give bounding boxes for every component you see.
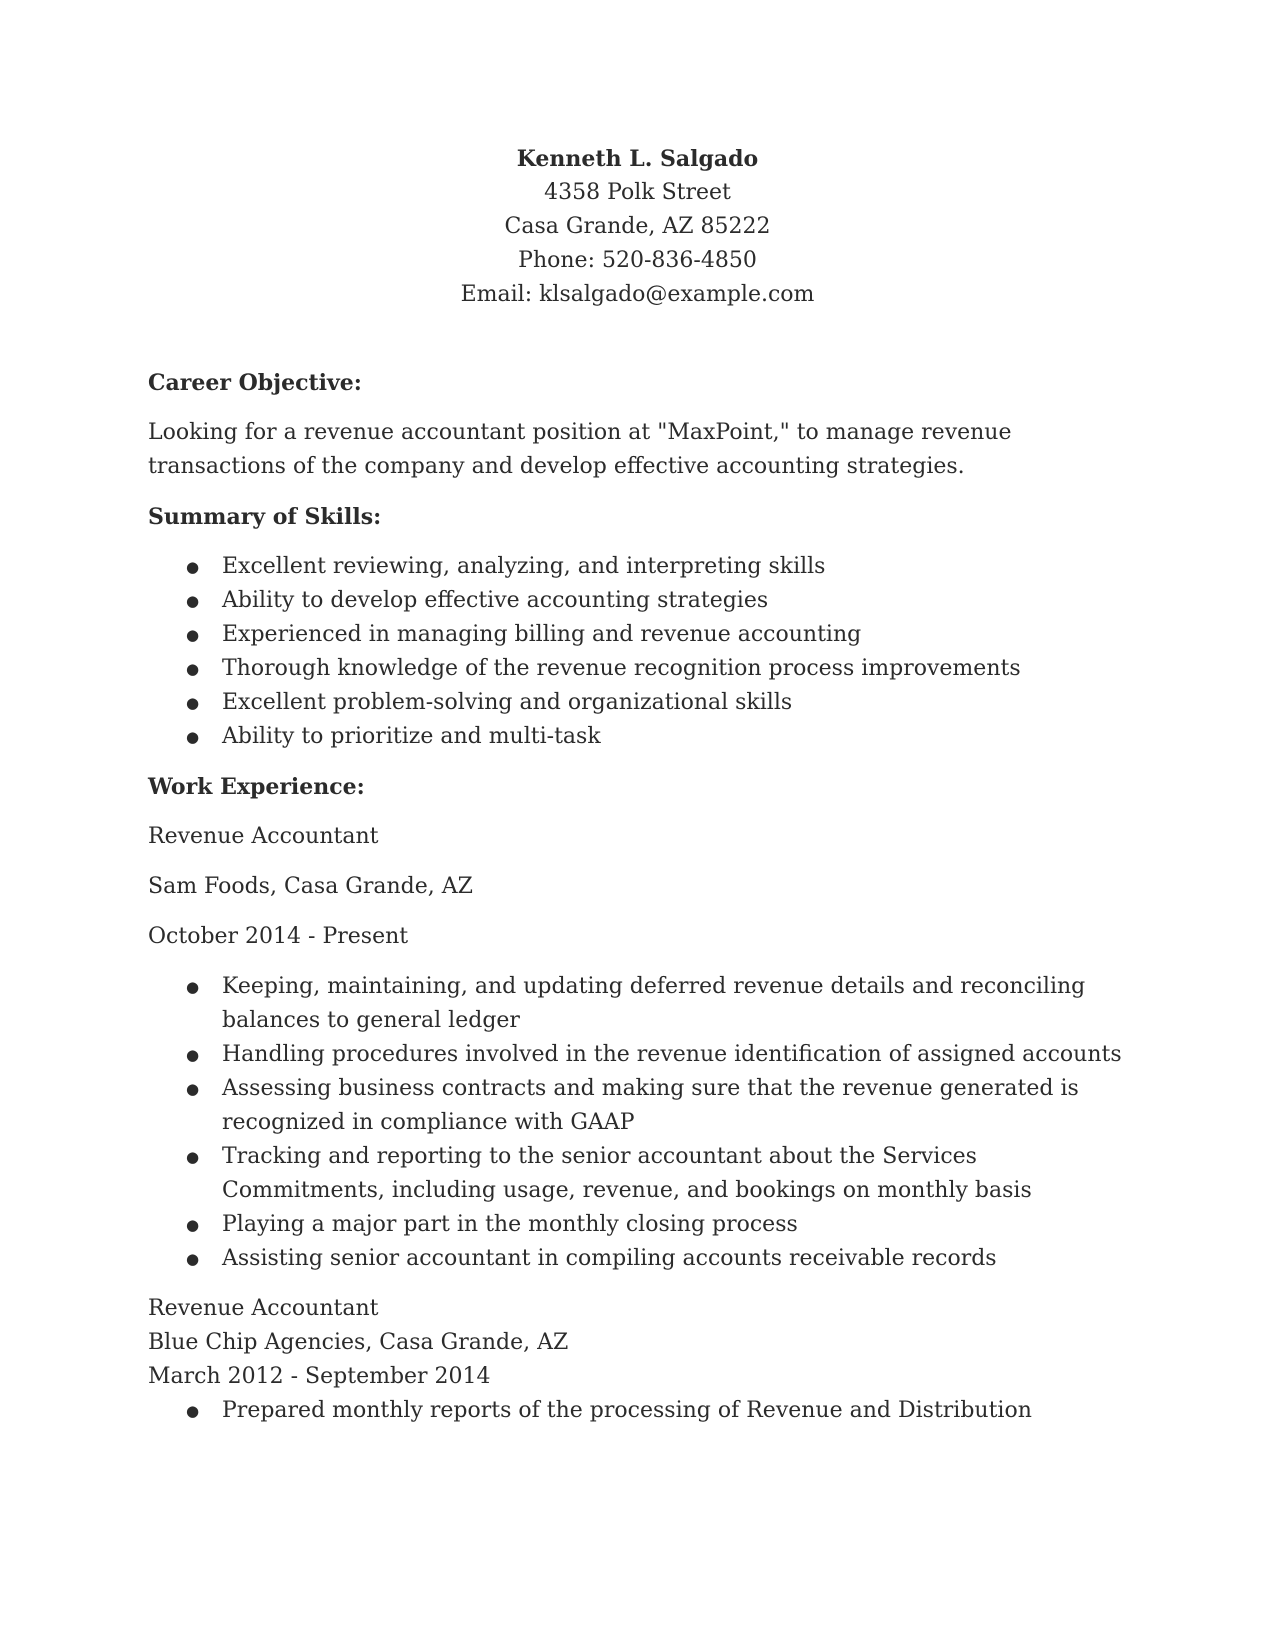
skills-list [148, 550, 1138, 754]
job-duty-item: ● Tracking and reporting to the senior accountant about the Services Commitments, including usage, revenue, and bookings on monthly basis [148, 1140, 1138, 1208]
skill-item: ● Excellent problem-solving and organizational skills [148, 686, 1138, 720]
skills-heading: Summary of Skills: [148, 504, 382, 530]
candidate-name: Kenneth L. Salgado [516, 146, 759, 172]
career-objective-heading: Career Objective: [148, 370, 362, 396]
skill-item: ● Experienced in managing billing and revenue accounting [148, 618, 1138, 652]
job-title: Revenue Accountant [148, 824, 379, 849]
phone-number: Phone: 520-836-4850 [518, 248, 757, 273]
job-duty-item: ● Playing a major part in the monthly closing process [148, 1208, 1138, 1242]
job-duties-list [148, 970, 1138, 1276]
job-duty-item: ● Handling procedures involved in the revenue identification of assigned accounts [148, 1038, 1138, 1072]
street-address: 4358 Polk Street [544, 180, 731, 205]
job-company: Sam Foods, Casa Grande, AZ [148, 874, 473, 899]
career-objective-text: Looking for a revenue accountant position at "MaxPoint," to manage revenue transactions of the company and develop effective accounting strategies. [148, 420, 1012, 479]
skill-item: ● Thorough knowledge of the revenue recognition process improvements [148, 652, 1138, 686]
job-dates: March 2012 - September 2014 [148, 1364, 491, 1389]
job-entry [148, 1292, 1138, 1428]
job-duty-item: ● Assisting senior accountant in compiling accounts receivable records [148, 1242, 1138, 1276]
city-state-zip: Casa Grande, AZ 85222 [504, 214, 771, 239]
job-company: Blue Chip Agencies, Casa Grande, AZ [148, 1330, 569, 1355]
job-duty-item: ● Assessing business contracts and making sure that the revenue generated is recognized in compliance with GAAP [148, 1072, 1138, 1140]
work-experience-heading: Work Experience: [148, 774, 365, 800]
job-duties-list [148, 1394, 1138, 1428]
job-entry [148, 820, 1138, 1276]
job-duty-item: ● Keeping, maintaining, and updating deferred revenue details and reconciling balances to general ledger [148, 970, 1138, 1038]
job-dates: October 2014 - Present [148, 924, 409, 949]
email-address: Email: klsalgado@example.com [460, 282, 815, 307]
skill-item: ● Ability to develop effective accounting strategies [148, 584, 1138, 618]
skill-item: ● Ability to prioritize and multi-task [148, 720, 1138, 754]
resume-body [148, 366, 1138, 1444]
skill-item: ● Excellent reviewing, analyzing, and interpreting skills [148, 550, 1138, 584]
contact-header [0, 142, 1275, 312]
job-title: Revenue Accountant [148, 1296, 379, 1321]
job-duty-item: ● Prepared monthly reports of the processing of Revenue and Distribution [148, 1394, 1138, 1428]
